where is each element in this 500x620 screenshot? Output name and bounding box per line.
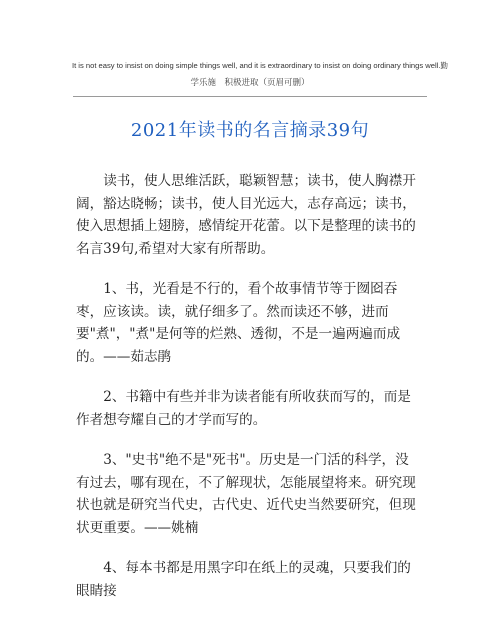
- quote-paragraph-4: 4、每本书都是用黑字印在纸上的灵魂，只要我们的眼睛接: [76, 560, 411, 599]
- document-title: 2021年读书的名言摘录39句: [130, 120, 370, 141]
- intro-paragraph: 读书，使人思维活跃，聪颖智慧；读书，使人胸襟开阔，豁达晓畅；读书，使人目光远大，志存高远；读书，使入思想插上翅膀，感情绽开花蕾。以下是整理的读书的名言39句,希望对大家有所帮助。: [76, 173, 416, 257]
- page-header: [0, 60, 500, 88]
- quote-paragraph-1: 1、书，光看是不行的，看个故事情节等于囫囵吞枣，应该读。读，就仔细多了。然而读还不够，进而要"煮"，"煮"是何等的烂熟、透彻，不是一遍两遍而成的。——茹志鹃: [76, 281, 401, 365]
- quote-paragraph-2: 2、书籍中有些并非为读者能有所收获而写的，而是作者想夸耀自己的才学而写的。: [76, 389, 411, 428]
- quote-paragraph-3: 3、"史书"绝不是"死书"。历史是一门活的科学，没有过去，哪有现在，不了解现状，怎能展望将来。研究现状也就是研究当代史，古代史、近代史当然要研究，但现状更重要。——姚楠: [76, 452, 416, 536]
- header-divider: [73, 96, 427, 97]
- header-english-text: It is not easy to insist on doing simple things well, and it is extraordinary to insist on doing ordinary things well.勤: [71, 61, 449, 70]
- header-chinese-text: 学乐施 积极进取（页眉可删）: [190, 78, 310, 88]
- document-body: [76, 170, 421, 620]
